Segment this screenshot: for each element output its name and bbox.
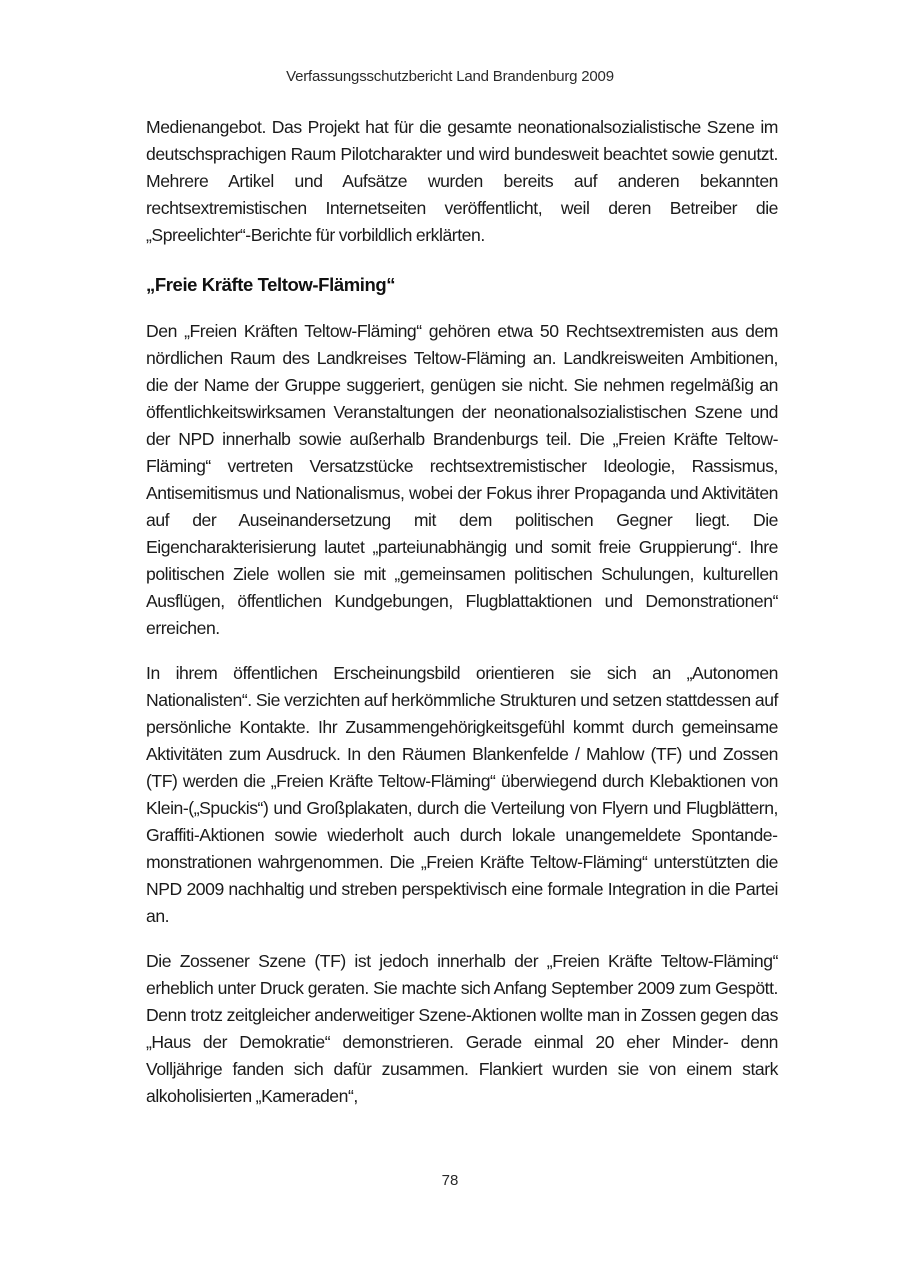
page-body [146, 114, 778, 1128]
running-header: Verfassungsschutzbericht Land Brandenburg 2009 [286, 68, 614, 85]
paragraph-appearance: In ihrem öffentlichen Erscheinungsbild orientieren sie sich an „Autonomen Nationalisten“. Sie verzichten auf herkömmliche Strukturen und setzen stattdessen auf persönliche Kontakte. Ihr Zusammengehörigkeitsgefühl kommt durch gemeinsame Aktivitäten zum Ausdruck. In den Räumen Blankenfelde / Mahlow (TF) und Zossen (TF) werden die „Freien Kräfte Teltow-Fläming“ überwiegend durch Klebaktionen von Klein-(„Spuckis“) und Großplakaten, durch die Verteilung von Flyern und Flugblättern, Graffiti-Aktionen sowie wiederholt auch durch lokale unangemeldete Spontandemonstrationen wahrgenommen. Die „Freien Kräfte Teltow-Fläming“ unterstützten die NPD 2009 nachhaltig und streben perspektivisch eine formale Integration in die Partei an. [146, 663, 778, 926]
section-heading: „Freie Kräfte Teltow-Fläming“ [146, 274, 396, 295]
paragraph-continuation: Medienangebot. Das Projekt hat für die gesamte neonationalsozialistische Szene im deutschsprachigen Raum Pilotcharakter und wird bundesweit beachtet sowie genutzt. Mehrere Artikel und Aufsätze wurden bereits auf anderen bekannten rechtsextremistischen Internetseiten veröffentlicht, weil deren Betreiber die „Spreelichter“-Berichte für vorbildlich erklärten. [146, 117, 778, 245]
page-number: 78 [441, 1172, 459, 1189]
paragraph-membership: Den „Freien Kräften Teltow-Fläming“ gehören etwa 50 Rechtsextremisten aus dem nördlichen Raum des Landkreises Teltow-Fläming an. Landkreisweiten Ambitionen, die der Name der Gruppe suggeriert, genügen sie nicht. Sie nehmen regelmäßig an öffentlichkeitswirksamen Veranstaltungen der neonationalsozialistischen Szene und der NPD innerhalb sowie außerhalb Brandenburgs teil. Die „Freien Kräfte Teltow-Fläming“ vertreten Versatzstücke rechtsextremistischer Ideologie, Rassismus, Antisemitismus und Nationalismus, wobei der Fokus ihrer Propaganda und Aktivitäten auf der Auseinandersetzung mit dem politischen Gegner liegt. Die Eigencharakterisierung lautet „parteiunabhängig und somit freie Gruppierung“. Ihre politischen Ziele wollen sie mit „gemeinsamen politischen Schulungen, kulturellen Ausflügen, öffentlichen Kundgebungen, Flugblattaktionen und Demonstrationen“ erreichen. [146, 321, 778, 638]
paragraph-zossen-scene: Die Zossener Szene (TF) ist jedoch innerhalb der „Freien Kräfte Teltow-Fläming“ erheblich unter Druck geraten. Sie machte sich Anfang September 2009 zum Gespött. Denn trotz zeitgleicher anderweitiger Szene-Aktionen wollte man in Zossen gegen das „Haus der Demokratie“ demonstrieren. Gerade einmal 20 eher Minder- denn Volljährige fanden sich dafür zusammen. Flankiert wurden sie von einem stark alkoholisierten „Kameraden“, [146, 951, 778, 1106]
